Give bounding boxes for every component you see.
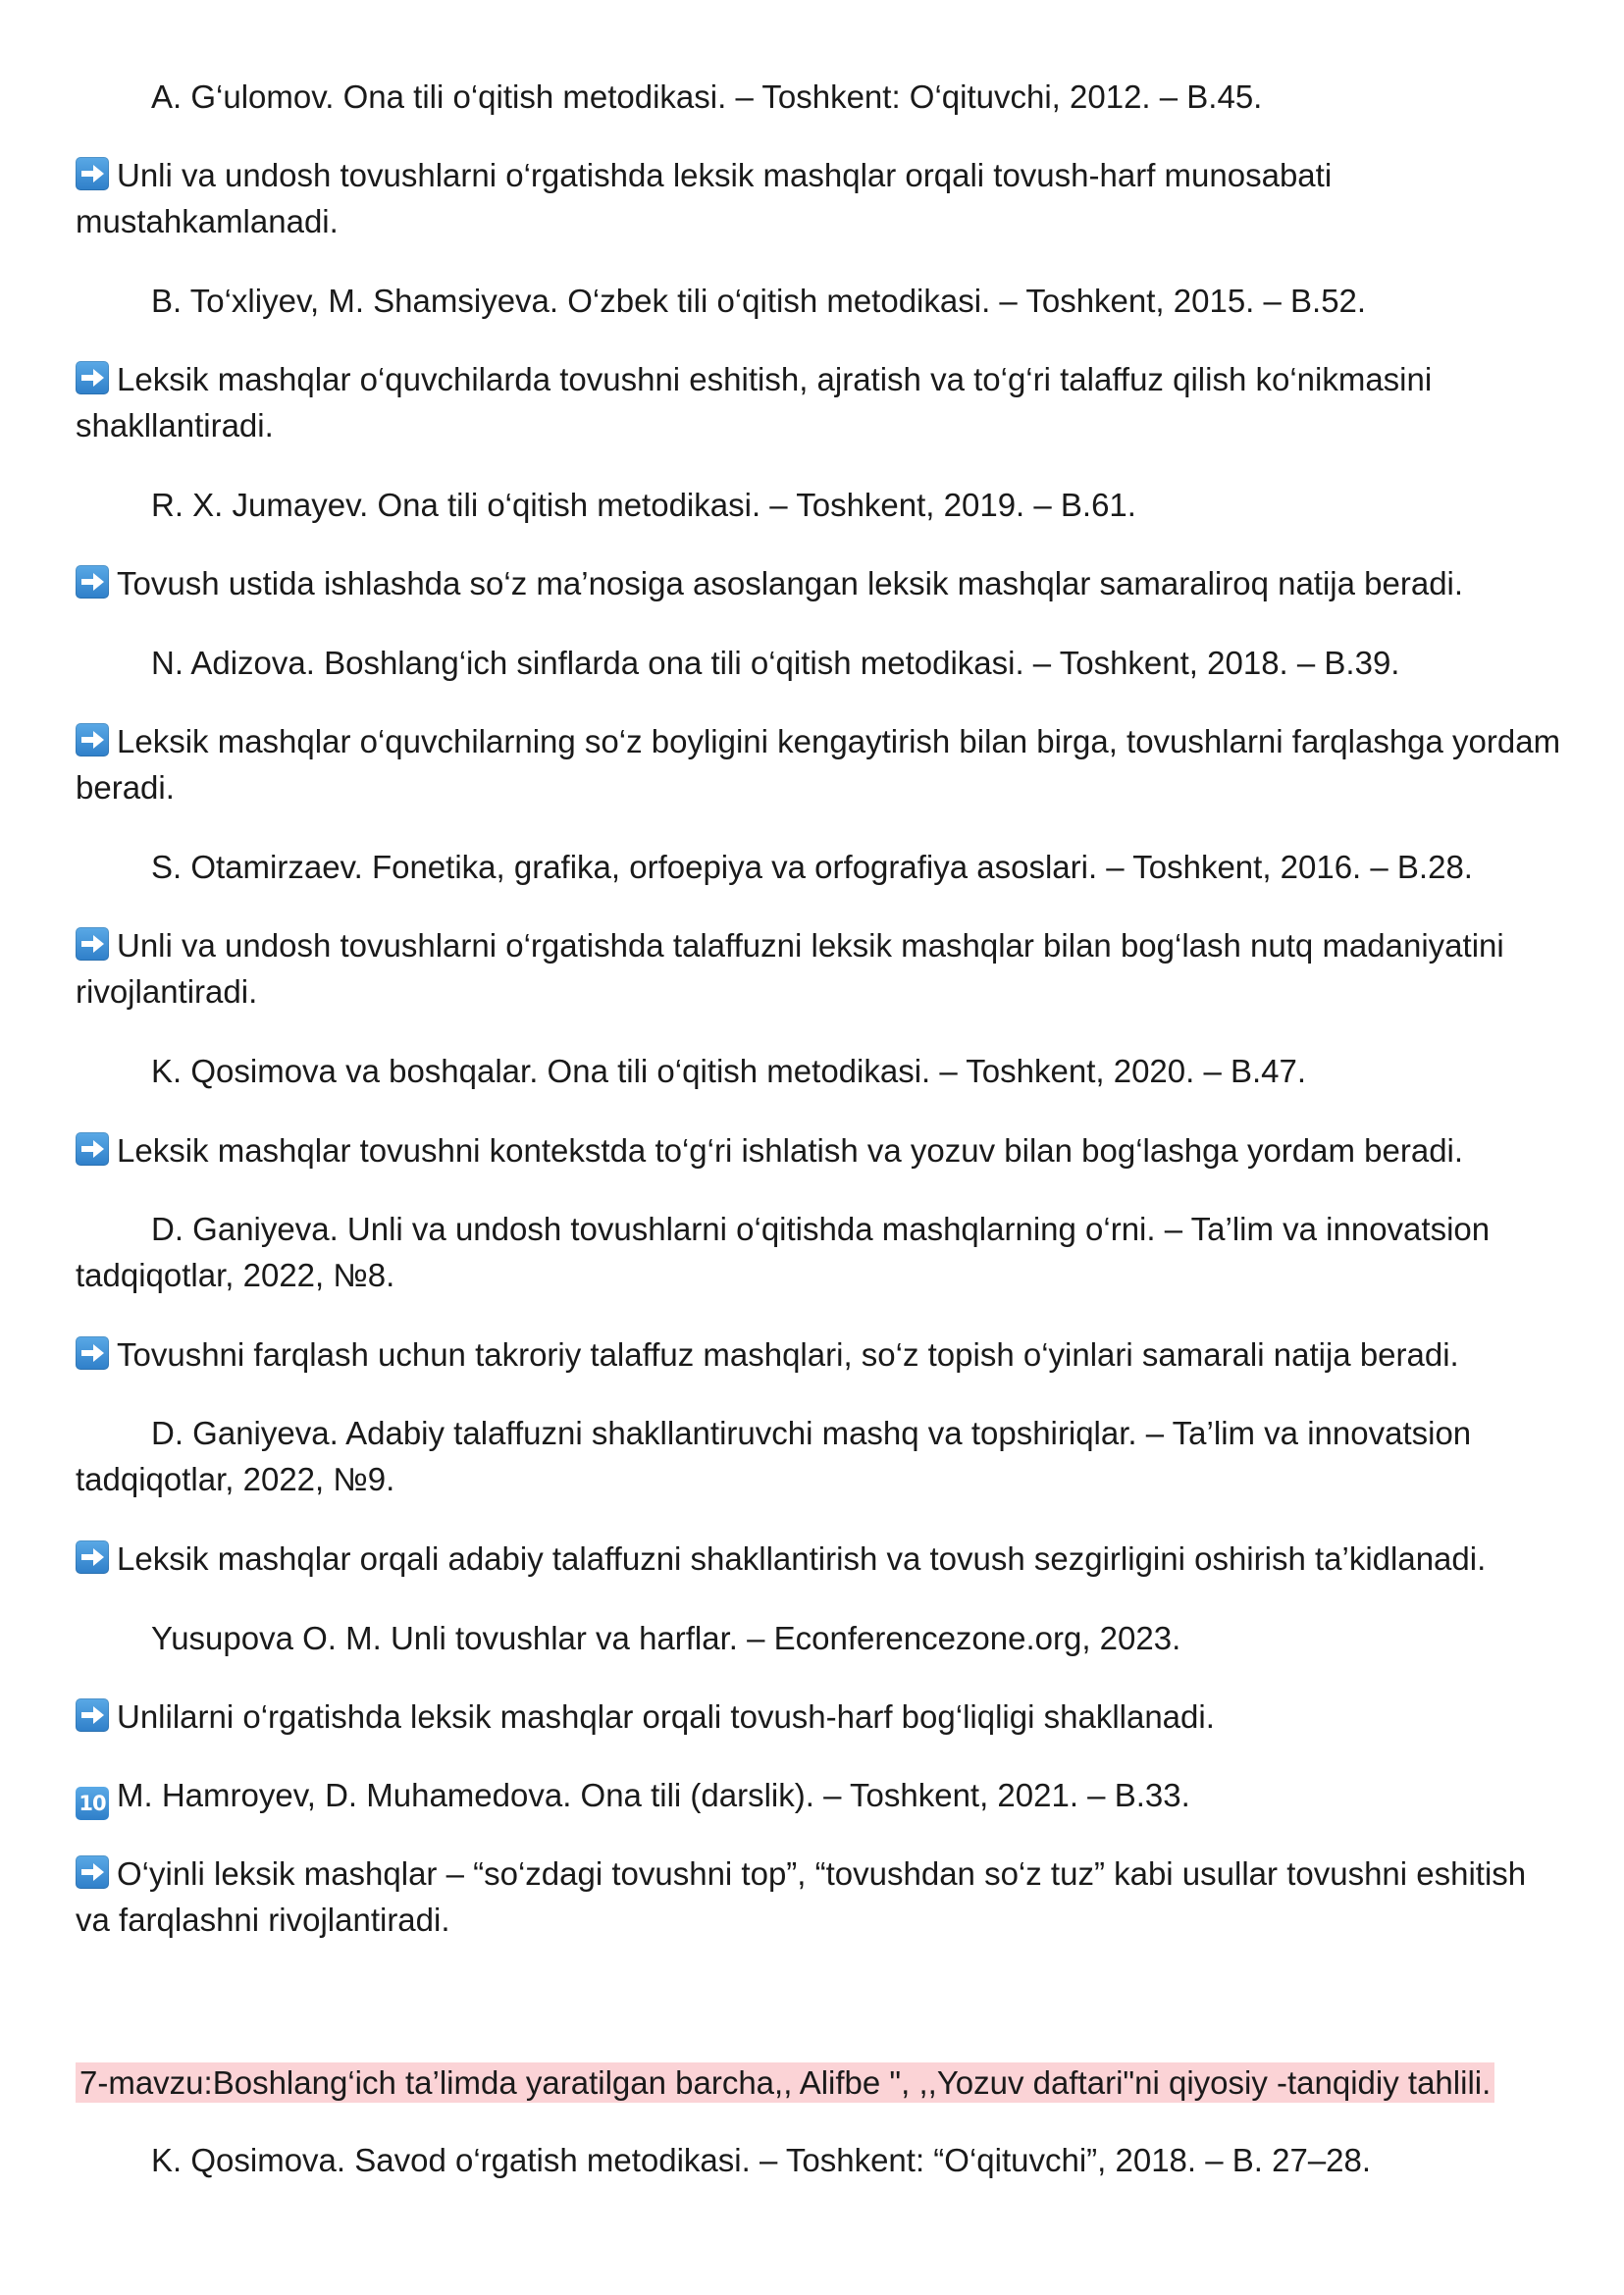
bullet-item [76,1694,1567,1740]
reference-line: D. Ganiyeva. Unli va undosh tovushlarni o‘qitishda mashqlarning o‘rni. – Ta’lim va innovatsion tadqiqotlar, 2022, №8. [76,1211,1491,1293]
arrow-right-icon [76,927,109,961]
arrow-right-icon [76,1336,109,1370]
arrow-right-icon [76,1855,109,1889]
bullet-text: O‘yinli leksik mashqlar – “so‘zdagi tovushni top”, “tovushdan so‘z tuz” kabi usullar tovushni eshitish va farqlashni rivojlantiradi. [76,1855,1527,1938]
bullet-item [76,1127,1567,1174]
reference-line: K. Qosimova va boshqalar. Ona tili o‘qitish metodikasi. – Toshkent, 2020. – B.47. [151,1053,1307,1089]
bullet-text: Tovushni farqlash uchun takroriy talaffuz mashqlari, so‘z topish o‘yinlari samarali natija beradi. [117,1336,1459,1373]
bullet-text: Unlilarni o‘rgatishda leksik mashqlar orqali tovush-harf bog‘liqligi shakllanadi. [117,1698,1215,1735]
reference-line: A. G‘ulomov. Ona tili o‘qitish metodikasi. – Toshkent: O‘qituvchi, 2012. – B.45. [151,78,1263,115]
bullet-item [76,356,1567,448]
highlighted-heading-text: 7-mavzu:Boshlang‘ich ta’limda yaratilgan barcha,, Alifbe ", ,,Yozuv daftari"ni qiyosiy -tanqidiy tahlili. [76,2062,1494,2103]
arrow-right-icon [76,565,109,599]
bullet-text: Leksik mashqlar tovushni kontekstda to‘g‘ri ishlatish va yozuv bilan bog‘lashga yordam beradi. [117,1132,1464,1169]
bullet-item [76,1851,1567,1943]
reference-line: S. Otamirzaev. Fonetika, grafika, orfoepiya va orfografiya asoslari. – Toshkent, 2016. – B.28. [151,849,1473,885]
reference-line: R. X. Jumayev. Ona tili o‘qitish metodikasi. – Toshkent, 2019. – B.61. [151,487,1136,523]
bullet-text: Leksik mashqlar orqali adabiy talaffuzni shakllantirish va tovush sezgirligini oshirish ta’kidlanadi. [117,1540,1487,1577]
arrow-right-icon [76,1698,109,1732]
bullet-item [76,152,1567,244]
bullet-item [76,560,1567,606]
bullet-text: Unli va undosh tovushlarni o‘rgatishda talaffuzni leksik mashqlar bilan bog‘lash nutq madaniyatini rivojlantiradi. [76,927,1504,1010]
reference-line: D. Ganiyeva. Adabiy talaffuzni shakllantiruvchi mashq va topshiriqlar. – Ta’lim va innovatsion tadqiqotlar, 2022, №9. [76,1415,1472,1497]
section-heading [76,2060,1567,2106]
bullet-text: Leksik mashqlar o‘quvchilarning so‘z boyligini kengaytirish bilan birga, tovushlarni farqlashga yordam beradi. [76,723,1561,806]
arrow-right-icon [76,1132,109,1166]
bullet-text: Leksik mashqlar o‘quvchilarda tovushni eshitish, ajratish va to‘g‘ri talaffuz qilish ko‘nikmasini shakllantiradi. [76,361,1433,443]
numbered-item [76,1772,1567,1820]
arrow-right-icon [76,361,109,394]
bullet-item [76,1536,1567,1582]
arrow-right-icon [76,723,109,756]
reference-line: B. To‘xliyev, M. Shamsiyeva. O‘zbek tili o‘qitish metodikasi. – Toshkent, 2015. – B.52. [151,283,1367,319]
reference-line: Yusupova O. M. Unli tovushlar va harflar. – Econferencezone.org, 2023. [151,1620,1181,1656]
numbered-text: M. Hamroyev, D. Muhamedova. Ona tili (darslik). – Toshkent, 2021. – B.33. [117,1777,1190,1813]
keycap-ten-icon: 10 [76,1787,109,1820]
bullet-item [76,1331,1567,1378]
reference-line: N. Adizova. Boshlang‘ich sinflarda ona tili o‘qitish metodikasi. – Toshkent, 2018. – B.39. [151,645,1400,681]
reference-line: K. Qosimova. Savod o‘rgatish metodikasi. – Toshkent: “O‘qituvchi”, 2018. – B. 27–28. [151,2142,1372,2178]
bullet-item [76,718,1567,810]
bullet-text: Tovush ustida ishlashda so‘z ma’nosiga asoslangan leksik mashqlar samaraliroq natija beradi. [117,565,1464,601]
arrow-right-icon [76,157,109,190]
arrow-right-icon [76,1540,109,1574]
bullet-text: Unli va undosh tovushlarni o‘rgatishda leksik mashqlar orqali tovush-harf munosabati mustahkamlanadi. [76,157,1333,239]
bullet-item [76,922,1567,1015]
